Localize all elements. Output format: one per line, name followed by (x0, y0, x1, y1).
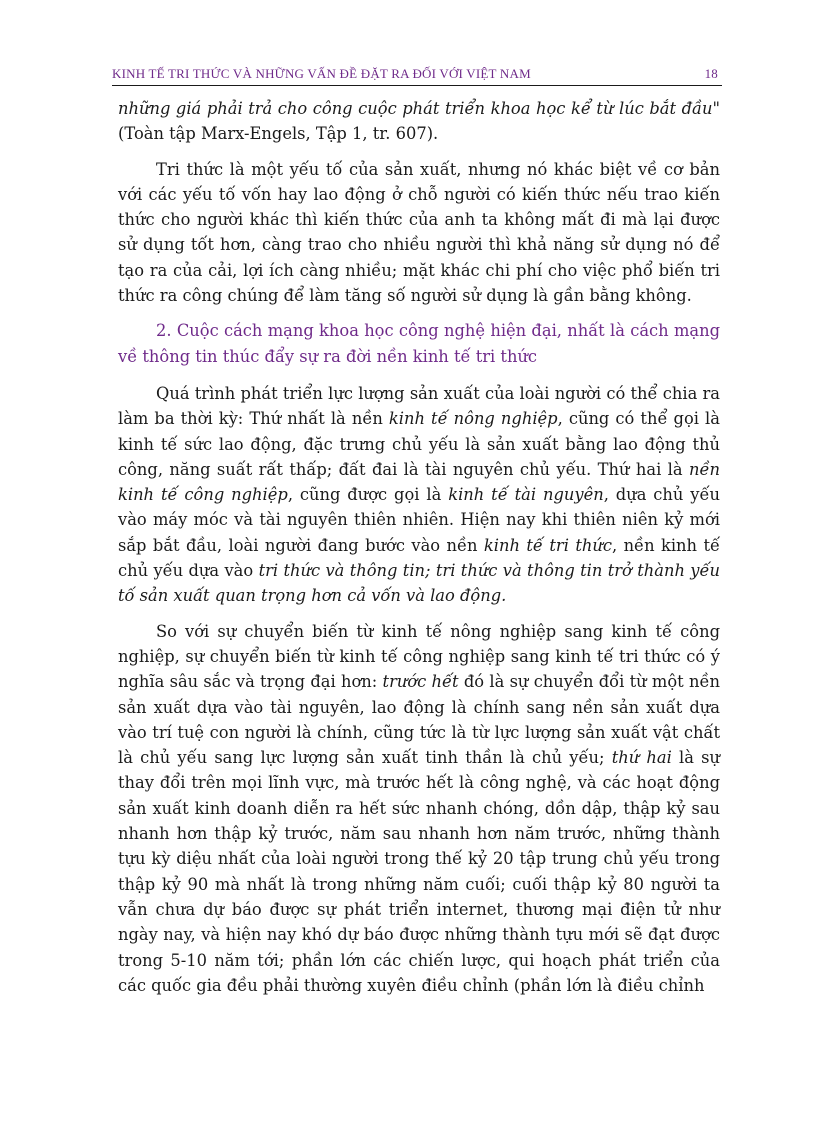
paragraph-continuation (118, 96, 720, 147)
paragraph-three-periods (118, 381, 720, 609)
paragraph-text: , cũng có thể gọi là kinh tế sức lao động, đặc trưng chủ yếu là sản xuất bằng lao động thủ công, năng suất rất thấp; đất đai là tài nguyên chủ yếu. Thứ hai là (118, 409, 720, 479)
paragraph-text: là sự thay đổi trên mọi lĩnh vực, mà trước hết là công nghệ, và các hoạt động sản xuất kinh doanh diễn ra hết sức nhanh chóng, dồn dập, thập kỷ sau nhanh hơn thập kỷ trước, năm sau nhanh hơn năm trước, những thành tựu kỳ diệu nhất của loài người trong thế kỷ 20 tập trung chủ yếu trong thập kỷ 90 mà nhất là trong những năm cuối; cuối thập kỷ 80 người ta vẫn chưa dự báo được sự phát triển internet, thương mại điện tử như ngày nay, và hiện nay khó dự báo được những thành tựu mới sẽ đạt được trong 5-10 năm tới; phần lớn các chiến lược, qui hoạch phát triển của các quốc gia đều phải thường xuyên điều chỉnh (phần lớn là điều chỉnh (118, 748, 720, 995)
term-second: thứ hai (611, 748, 672, 768)
term-knowledge-information: tri thức và thông tin; tri thức và thông tin trở thành yếu tố sản xuất quan trọng hơn cả vốn và lao động. (118, 561, 720, 606)
body-text (118, 96, 720, 998)
page-number: 18 (704, 66, 718, 81)
citation: (Toàn tập Marx-Engels, Tập 1, tr. 607). (118, 124, 439, 144)
paragraph-text: , cũng được gọi là (287, 485, 449, 505)
paragraph-text: , nền kinh tế chủ yếu dựa vào (118, 535, 721, 581)
running-header-title: KINH TẾ TRI THỨC VÀ NHỮNG VẤN ĐỀ ĐẶT RA ĐỐI VỚI VIỆT NAM (112, 66, 531, 81)
paragraph-text: , dựa chủ yếu vào máy móc và tài nguyên thiên nhiên. Hiện nay khi thiên niên kỷ mới sắp bắt đầu, loài người đang bước vào nền (118, 485, 720, 555)
paragraph-text: So với sự chuyển biến từ kinh tế nông nghiệp sang kinh tế công nghiệp, sự chuyển biến từ kinh tế công nghiệp sang kinh tế tri thức có ý nghĩa sâu sắc và trọng đại hơn: (118, 621, 720, 692)
section-heading: 2. Cuộc cách mạng khoa học công nghệ hiện đại, nhất là cách mạng về thông tin thúc đẩy sự ra đời nền kinh tế tri thức (118, 321, 720, 366)
quote-italic: những giá phải trả cho công cuộc phát triển khoa học kể từ lúc bắt đầu" (118, 99, 720, 118)
paragraph-text: đó là sự chuyển đổi từ một nền sản xuất dựa vào tài nguyên, lao động là chính sang nền sản xuất dựa vào trí tuệ con người là chính, cũng tức là từ lực lượng sản xuất vật chất là chủ yếu sang lực lượng sản xuất tinh thần là chủ yếu; (118, 672, 720, 768)
term-industrial-economy: nền kinh tế công nghiệp (118, 459, 720, 505)
running-header (112, 62, 722, 86)
paragraph-knowledge-factor (118, 157, 720, 309)
paragraph-transition (118, 619, 720, 998)
paragraph-text: Quá trình phát triển lực lượng sản xuất của loài người có thể chia ra làm ba thời kỳ: Thứ nhất là nền (118, 383, 720, 429)
term-agricultural-economy: kinh tế nông nghiệp (388, 409, 558, 429)
paragraph-text: Tri thức là một yếu tố của sản xuất, nhưng nó khác biệt về cơ bản với các yếu tố vốn hay lao động ở chỗ người có kiến thức nếu trao kiến thức cho người khác thì kiến thức của anh ta không mất đi mà lại được sử dụng tốt hơn, càng trao cho nhiều người thì khả năng sử dụng nó để tạo ra của cải, lợi ích càng nhiều; mặt khác chi phí cho việc phổ biến tri thức ra công chúng để làm tăng số người sử dụng là gần bằng không. (118, 159, 720, 306)
term-resource-economy: kinh tế tài nguyên (448, 485, 604, 505)
term-knowledge-economy: kinh tế tri thức (483, 535, 612, 555)
term-first: trước hết (382, 672, 459, 692)
